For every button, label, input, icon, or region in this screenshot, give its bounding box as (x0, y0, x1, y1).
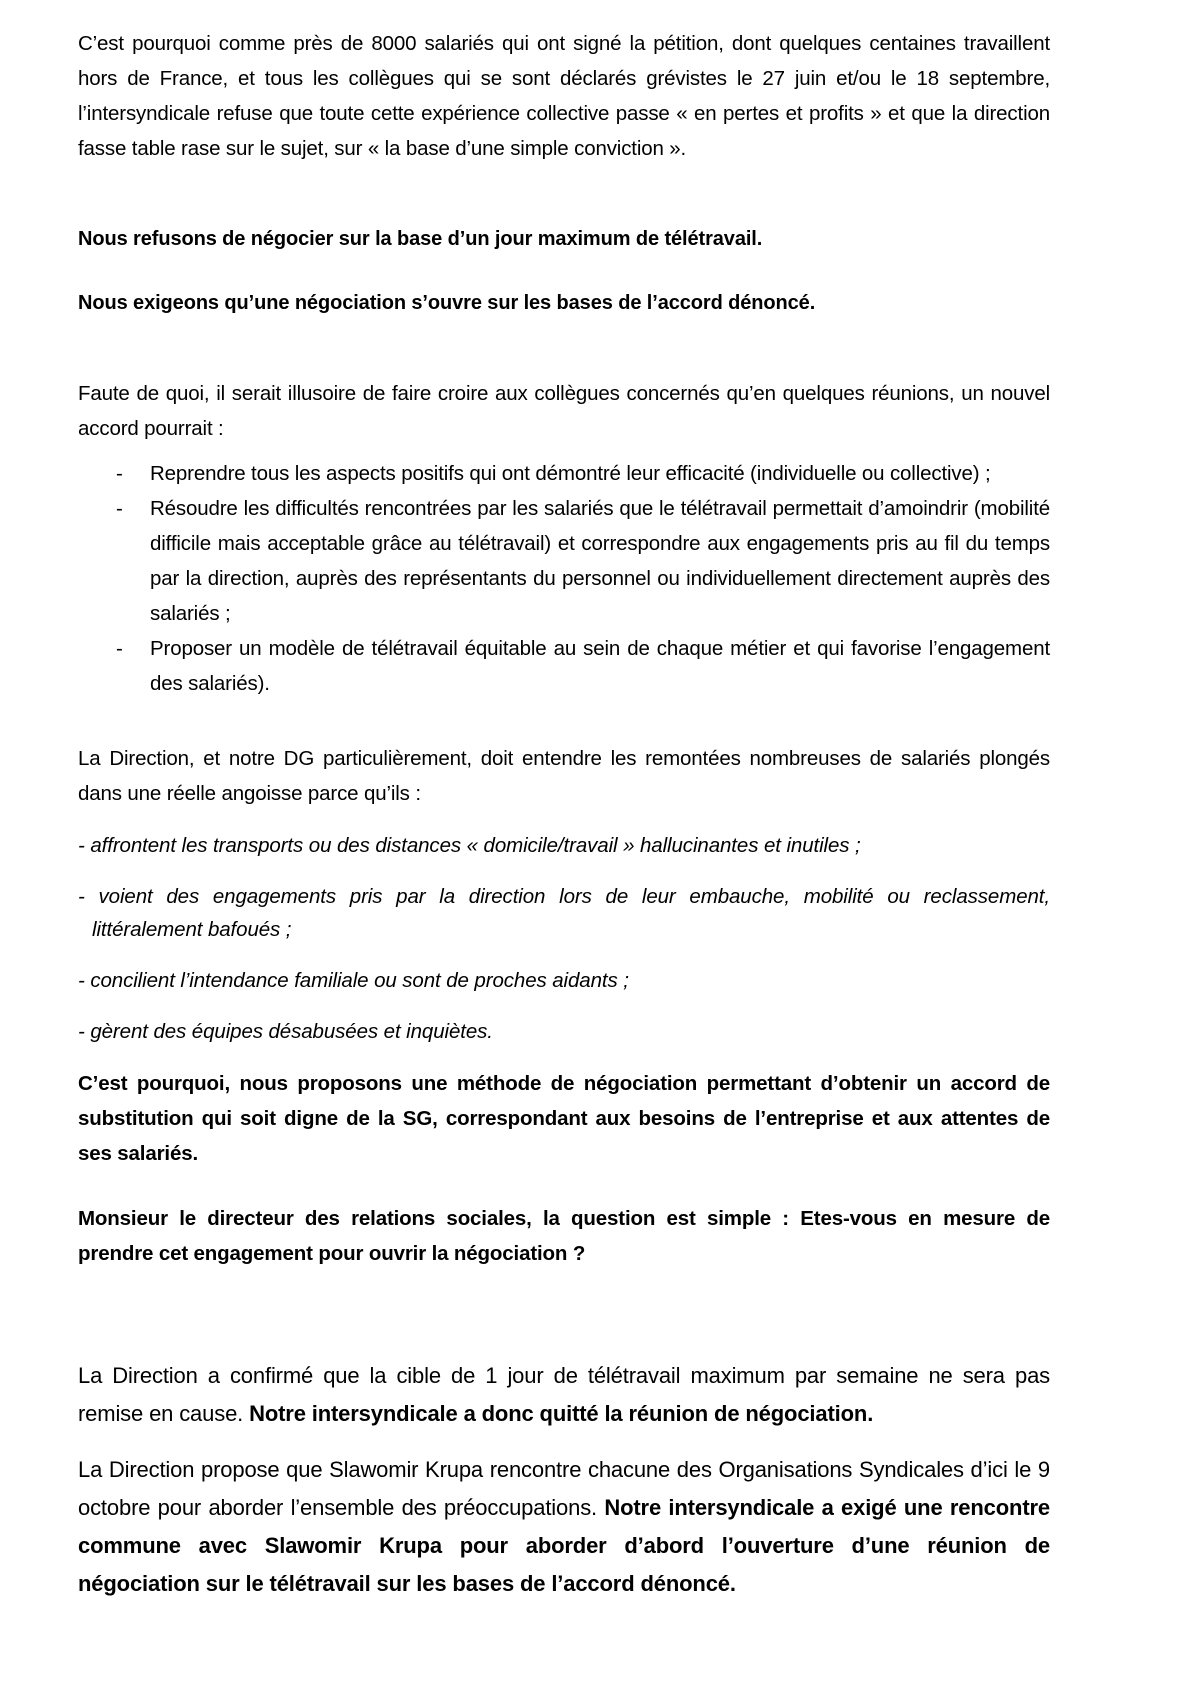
paragraph-direction-intro: La Direction, et notre DG particulièrement, doit entendre les remontées nombreuses de salariés plongés dans une réelle angoisse parce qu’ils : (78, 747, 1050, 805)
spacer (78, 701, 1050, 741)
list-item (78, 456, 1050, 491)
demand-line-2: Nous exigeons qu’une négociation s’ouvre sur les bases de l’accord dénoncé. (78, 292, 816, 314)
list-item (78, 631, 1050, 701)
spacer (78, 811, 1050, 829)
closing-1-bold: Notre intersyndicale a donc quitté la réunion de négociation. (249, 1401, 874, 1426)
dash-marker: - (116, 462, 123, 485)
list-item-text: Reprendre tous les aspects positifs qui ont démontré leur efficacité (individuelle ou collective) ; (150, 462, 991, 485)
paragraph-methode-negociation: C’est pourquoi, nous proposons une méthode de négociation permettant d’obtenir un accord de substitution qui soit digne de la SG, correspondant aux besoins de l’entreprise et aux attentes de ses salariés. (78, 1072, 1050, 1165)
spacer (78, 862, 1050, 880)
spacer (78, 1327, 1050, 1357)
spacer (78, 320, 1050, 376)
spacer (78, 1171, 1050, 1201)
italic-dash-line-4: - gèrent des équipes désabusées et inquiètes. (78, 1020, 493, 1043)
paragraph-question-directeur: Monsieur le directeur des relations sociales, la question est simple : Etes-vous en mesure de prendre cet engagement pour ouvrir la négociation ? (78, 1207, 1050, 1265)
dash-marker: - (116, 497, 123, 520)
spacer (78, 946, 1050, 964)
demand-line-1: Nous refusons de négocier sur la base d’un jour maximum de télétravail. (78, 228, 763, 250)
paragraph-closing-2 (78, 1451, 1050, 1603)
paragraph-closing-1 (78, 1357, 1050, 1433)
spacer (78, 997, 1050, 1015)
spacer (78, 1433, 1050, 1451)
dash-marker: - (116, 637, 123, 660)
spacer (78, 1271, 1050, 1327)
spacer (78, 256, 1050, 286)
spacer (78, 446, 1050, 456)
list-item-text: Proposer un modèle de télétravail équitable au sein de chaque métier et qui favorise l’engagement des salariés). (150, 637, 1050, 695)
paragraph-faute-de-quoi: Faute de quoi, il serait illusoire de faire croire aux collègues concernés qu’en quelques réunions, un nouvel accord pourrait : (78, 382, 1050, 440)
italic-dash-line-2: - voient des engagements pris par la direction lors de leur embauche, mobilité ou reclassement, littéralement bafoués ; (78, 885, 1050, 941)
spacer (78, 166, 1050, 222)
closing-2-regular: La Direction propose que Slawomir Krupa rencontre chacune des Organisations Syndicales d’ici le 9 octobre pour aborder l’ensemble des préoccupations. (78, 1457, 1050, 1520)
conditions-list (78, 456, 1050, 701)
closing-1-regular: La Direction a confirmé que la cible de 1 jour de télétravail maximum par semaine ne sera pas remise en cause. (78, 1363, 1050, 1426)
list-item (78, 491, 1050, 631)
closing-2-bold: Notre intersyndicale a exigé une rencontre commune avec Slawomir Krupa pour aborder d’abord l’ouverture d’une réunion de négociation sur le télétravail sur les bases de l’accord dénoncé. (78, 1495, 1050, 1596)
italic-dash-line-3: - concilient l’intendance familiale ou sont de proches aidants ; (78, 969, 629, 992)
italic-dash-line-1: - affrontent les transports ou des distances « domicile/travail » hallucinantes et inutiles ; (78, 834, 861, 857)
spacer (78, 1048, 1050, 1066)
list-item-text: Résoudre les difficultés rencontrées par les salariés que le télétravail permettait d’amoindrir (mobilité difficile mais acceptable grâce au télétravail) et correspondre aux engagements pris au fil du temps par la direction, auprès des représentants du personnel ou individuellement directement auprès des salariés ; (150, 497, 1050, 625)
paragraph-intro: C’est pourquoi comme près de 8000 salariés qui ont signé la pétition, dont quelques centaines travaillent hors de France, et tous les collègues qui se sont déclarés grévistes le 27 juin et/ou le 18 septembre, l’intersyndicale refuse que toute cette expérience collective passe « en pertes et profits » et que la direction fasse table rase sur le sujet, sur « la base d’une simple conviction ». (78, 32, 1050, 160)
